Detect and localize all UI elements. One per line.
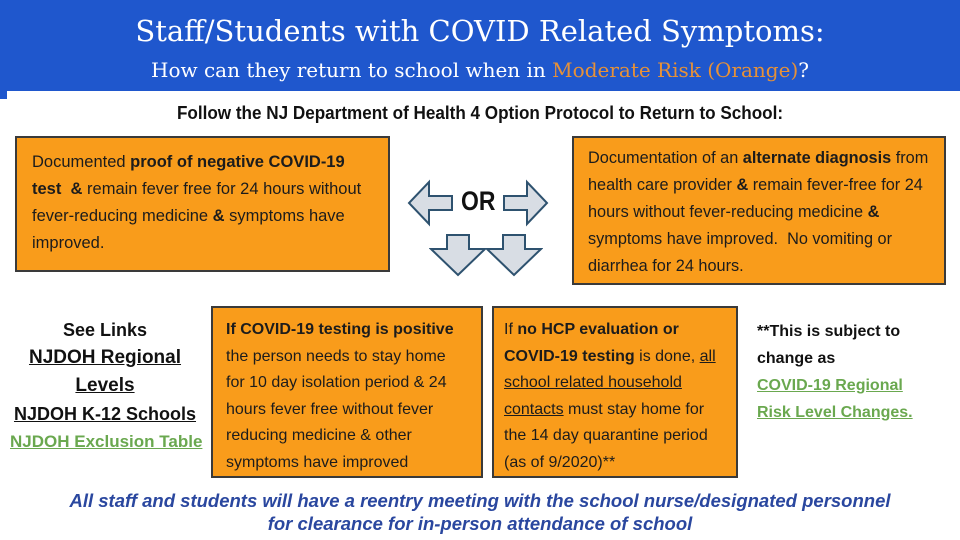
arrow-right-icon bbox=[503, 179, 549, 227]
link-njdoh-k12-schools[interactable]: NJDOH K-12 Schools bbox=[13, 404, 197, 424]
no-evaluation-box: If no HCP evaluation or COVID-19 testing is done, all school related household contacts must stay home for the 14 day quarantine period (as of 9/2020)** bbox=[492, 306, 738, 478]
link-njdoh-regional-levels[interactable]: NJDOH Regional Levels bbox=[28, 347, 182, 396]
positive-test-box: If COVID-19 testing is positive the person needs to stay home for 10 day isolation period & 24 hours fever free without fever reducing medicine & other symptoms have improved bbox=[211, 306, 483, 478]
alternate-diagnosis-box: Documentation of an alternate diagnosis from health care provider & remain fever-free for 24 hours without fever-reducing medicine & symptoms have improved. No vomiting or diarrhea for 24 hours. bbox=[572, 136, 946, 285]
footer-note bbox=[0, 489, 960, 535]
subject-note-text: **This is subject to change as bbox=[757, 323, 901, 367]
negative-test-box: Documented proof of negative COVID-19 test & remain fever free for 24 hours without fever-reducing medicine & symptoms have improved. bbox=[15, 136, 390, 272]
or-label: OR bbox=[460, 186, 496, 216]
protocol-heading: Follow the NJ Department of Health 4 Option Protocol to Return to School: bbox=[176, 103, 784, 123]
header-notch bbox=[0, 91, 7, 99]
links-heading: See Links bbox=[62, 320, 148, 340]
subject-note bbox=[757, 318, 915, 426]
footer-line-2: for clearance for in-person attendance of school bbox=[267, 513, 693, 534]
link-njdoh-exclusion-table[interactable]: NJDOH Exclusion Table bbox=[10, 432, 203, 451]
page-subtitle: How can they return to school when in Moderate Risk (Orange)? bbox=[151, 58, 809, 82]
links-column bbox=[10, 316, 203, 456]
page-title: Staff/Students with COVID Related Symptoms: bbox=[135, 14, 825, 48]
arrow-down-right-icon bbox=[485, 234, 543, 277]
arrow-down-left-icon bbox=[429, 234, 487, 277]
arrow-left-icon bbox=[407, 179, 453, 227]
link-covid19-regional-risk-level-changes[interactable]: COVID-19 Regional Risk Level Changes. bbox=[757, 377, 913, 421]
footer-line-1: All staff and students will have a reentry meeting with the school nurse/designated personnel bbox=[69, 490, 891, 511]
